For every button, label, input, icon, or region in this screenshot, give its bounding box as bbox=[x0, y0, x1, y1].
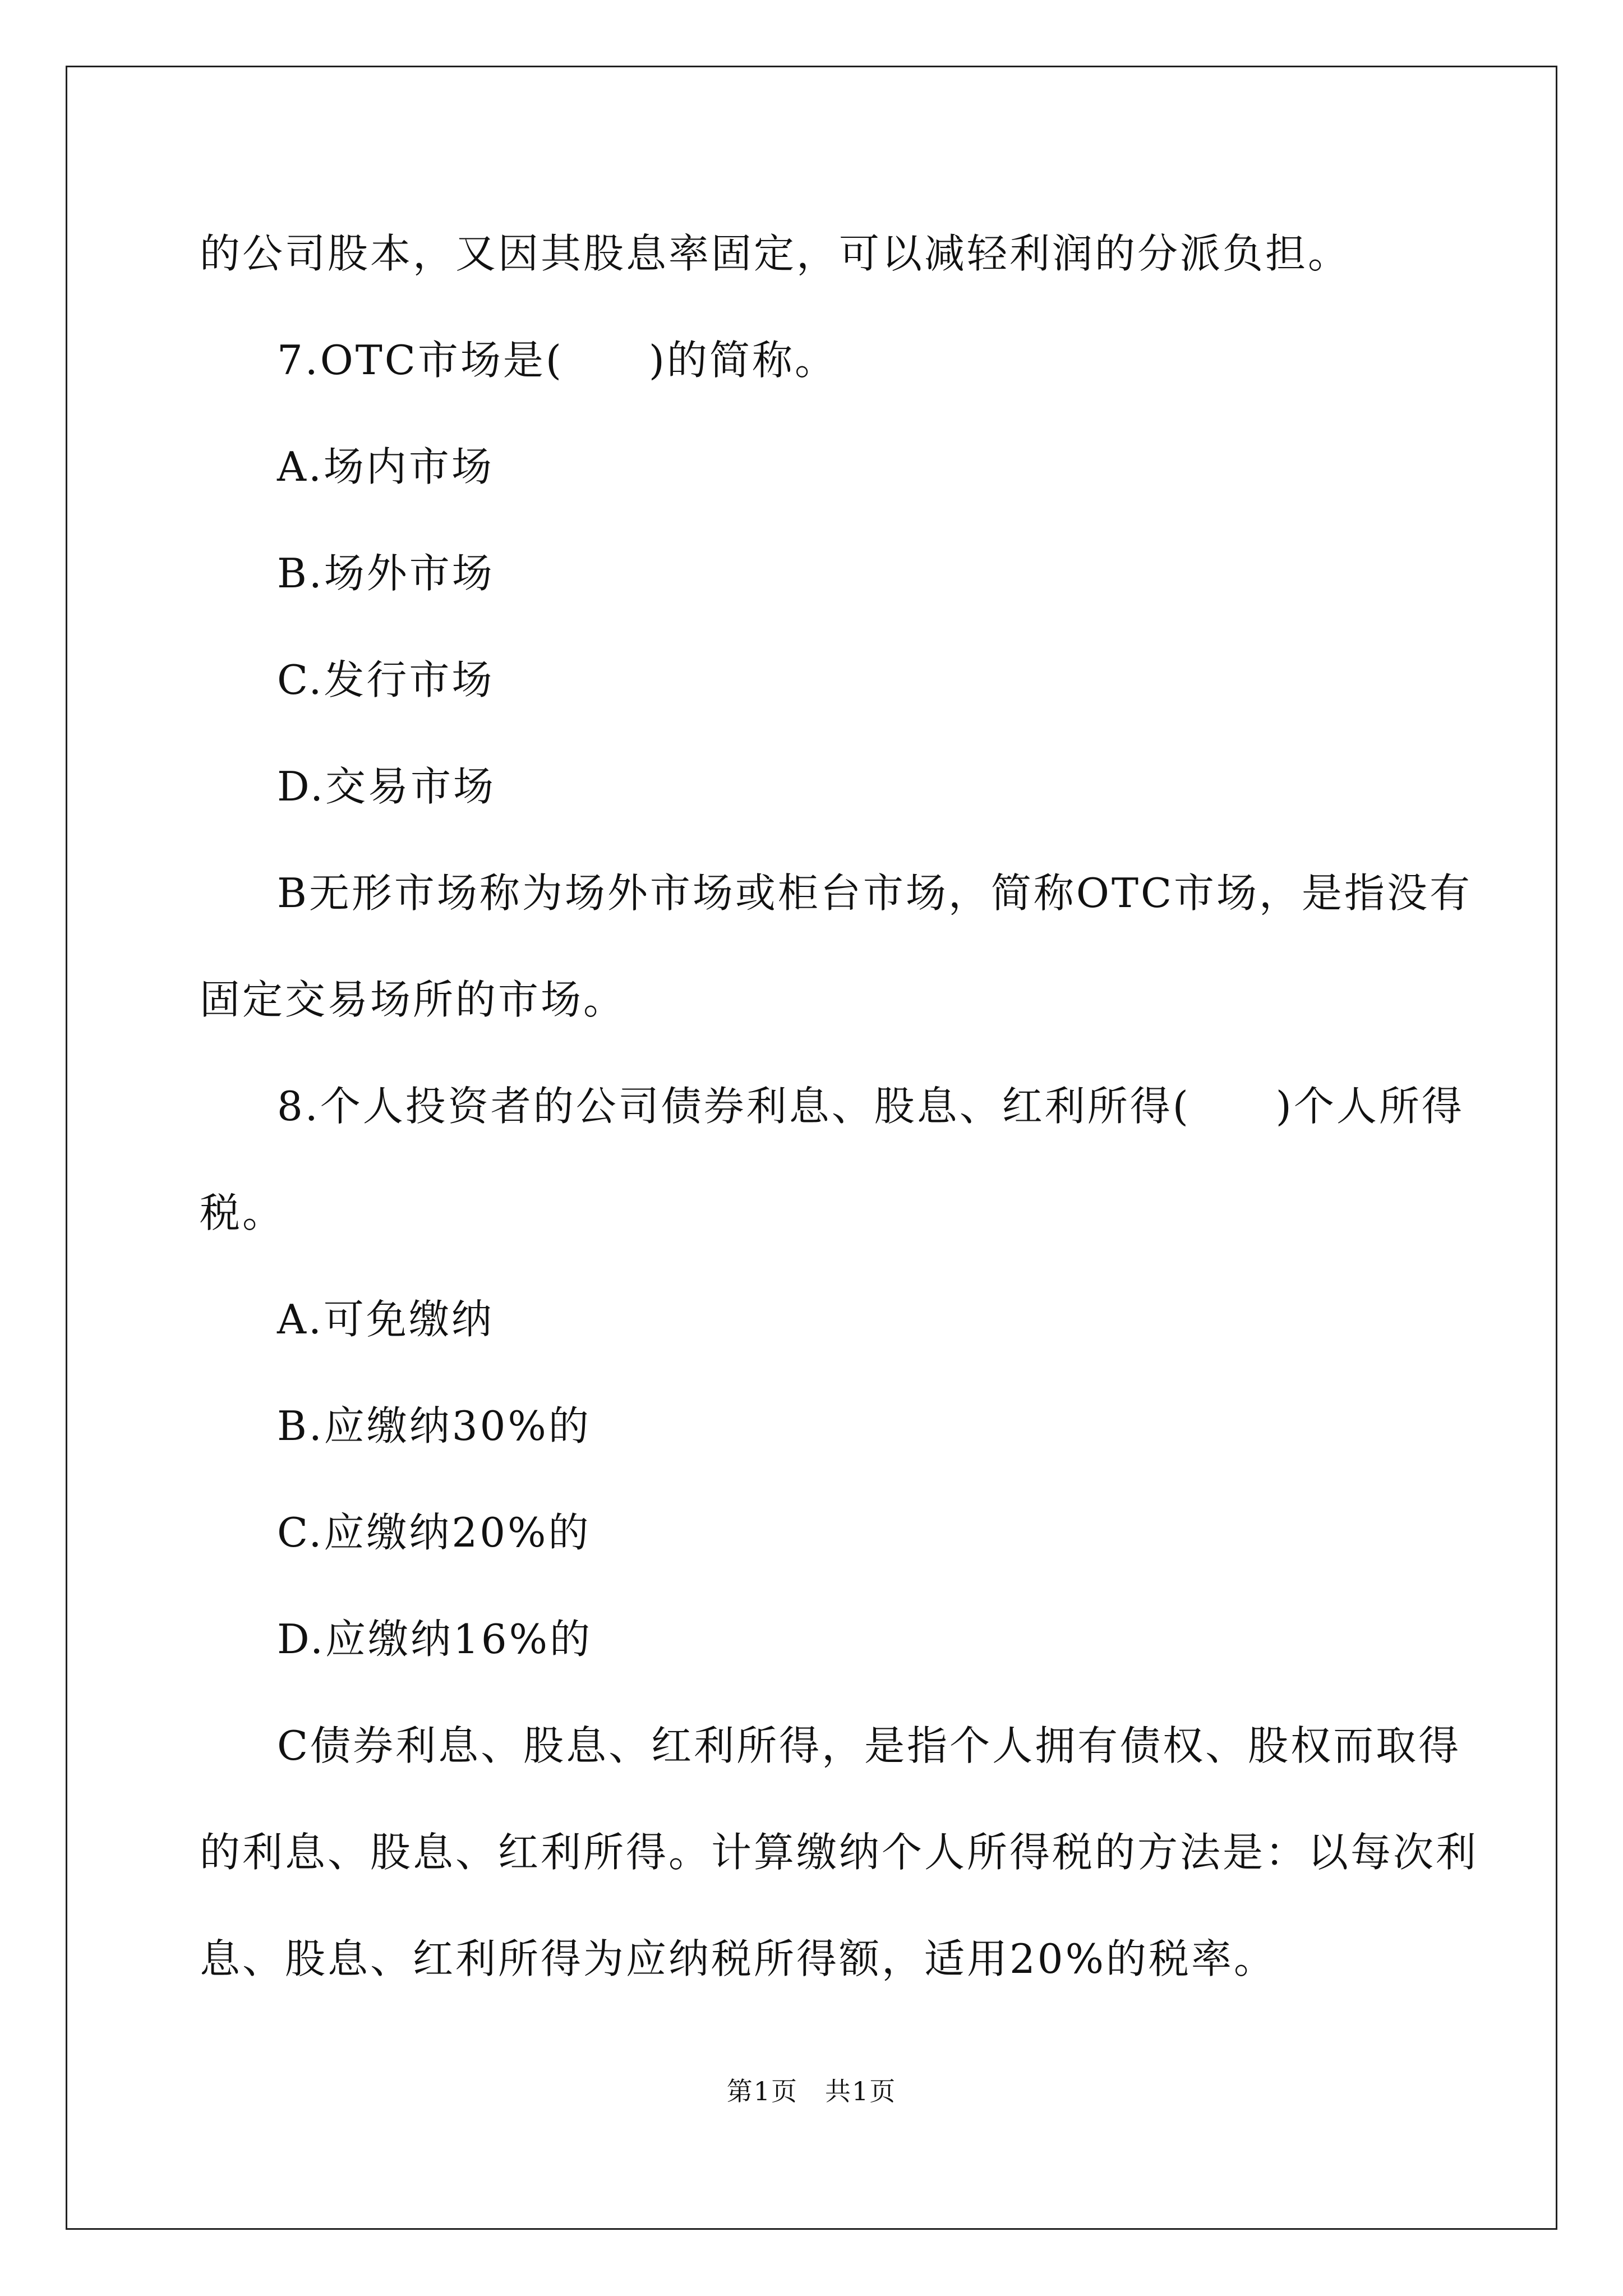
option-d: D.交易市场 bbox=[277, 763, 496, 810]
text-line: 的公司股本，又因其股息率固定，可以减轻利润的分派负担。 bbox=[200, 230, 1351, 277]
answer-8-line-1: C债券利息、股息、红利所得，是指个人拥有债权、股权而取得 bbox=[277, 1722, 1461, 1769]
question-8-line-1: 8.个人投资者的公司债券利息、股息、红利所得( )个人所得 bbox=[277, 1083, 1464, 1130]
answer-7-line-1: B无形市场称为场外市场或柜台市场，简称OTC市场，是指没有 bbox=[277, 869, 1473, 917]
answer-8-line-3: 息、股息、红利所得为应纳税所得额，适用20%的税率。 bbox=[200, 1935, 1277, 1982]
page-border bbox=[66, 66, 1557, 2230]
option-a: A.场内市场 bbox=[277, 443, 494, 490]
question-7: 7.OTC市场是( )的简称。 bbox=[277, 337, 838, 384]
answer-7-line-2: 固定交易场所的市场。 bbox=[200, 976, 626, 1023]
answer-8-line-2: 的利息、股息、红利所得。计算缴纳个人所得税的方法是：以每次利 bbox=[200, 1829, 1479, 1876]
page-number: 第1页 共1页 bbox=[726, 2076, 897, 2106]
option-c: C.应缴纳20%的 bbox=[277, 1509, 591, 1556]
option-d: D.应缴纳16%的 bbox=[277, 1616, 593, 1663]
option-c: C.发行市场 bbox=[277, 656, 495, 703]
option-b: B.场外市场 bbox=[277, 550, 495, 597]
option-a: A.可免缴纳 bbox=[277, 1296, 494, 1343]
option-b: B.应缴纳30%的 bbox=[277, 1402, 591, 1450]
question-8-line-2: 税。 bbox=[200, 1189, 285, 1236]
